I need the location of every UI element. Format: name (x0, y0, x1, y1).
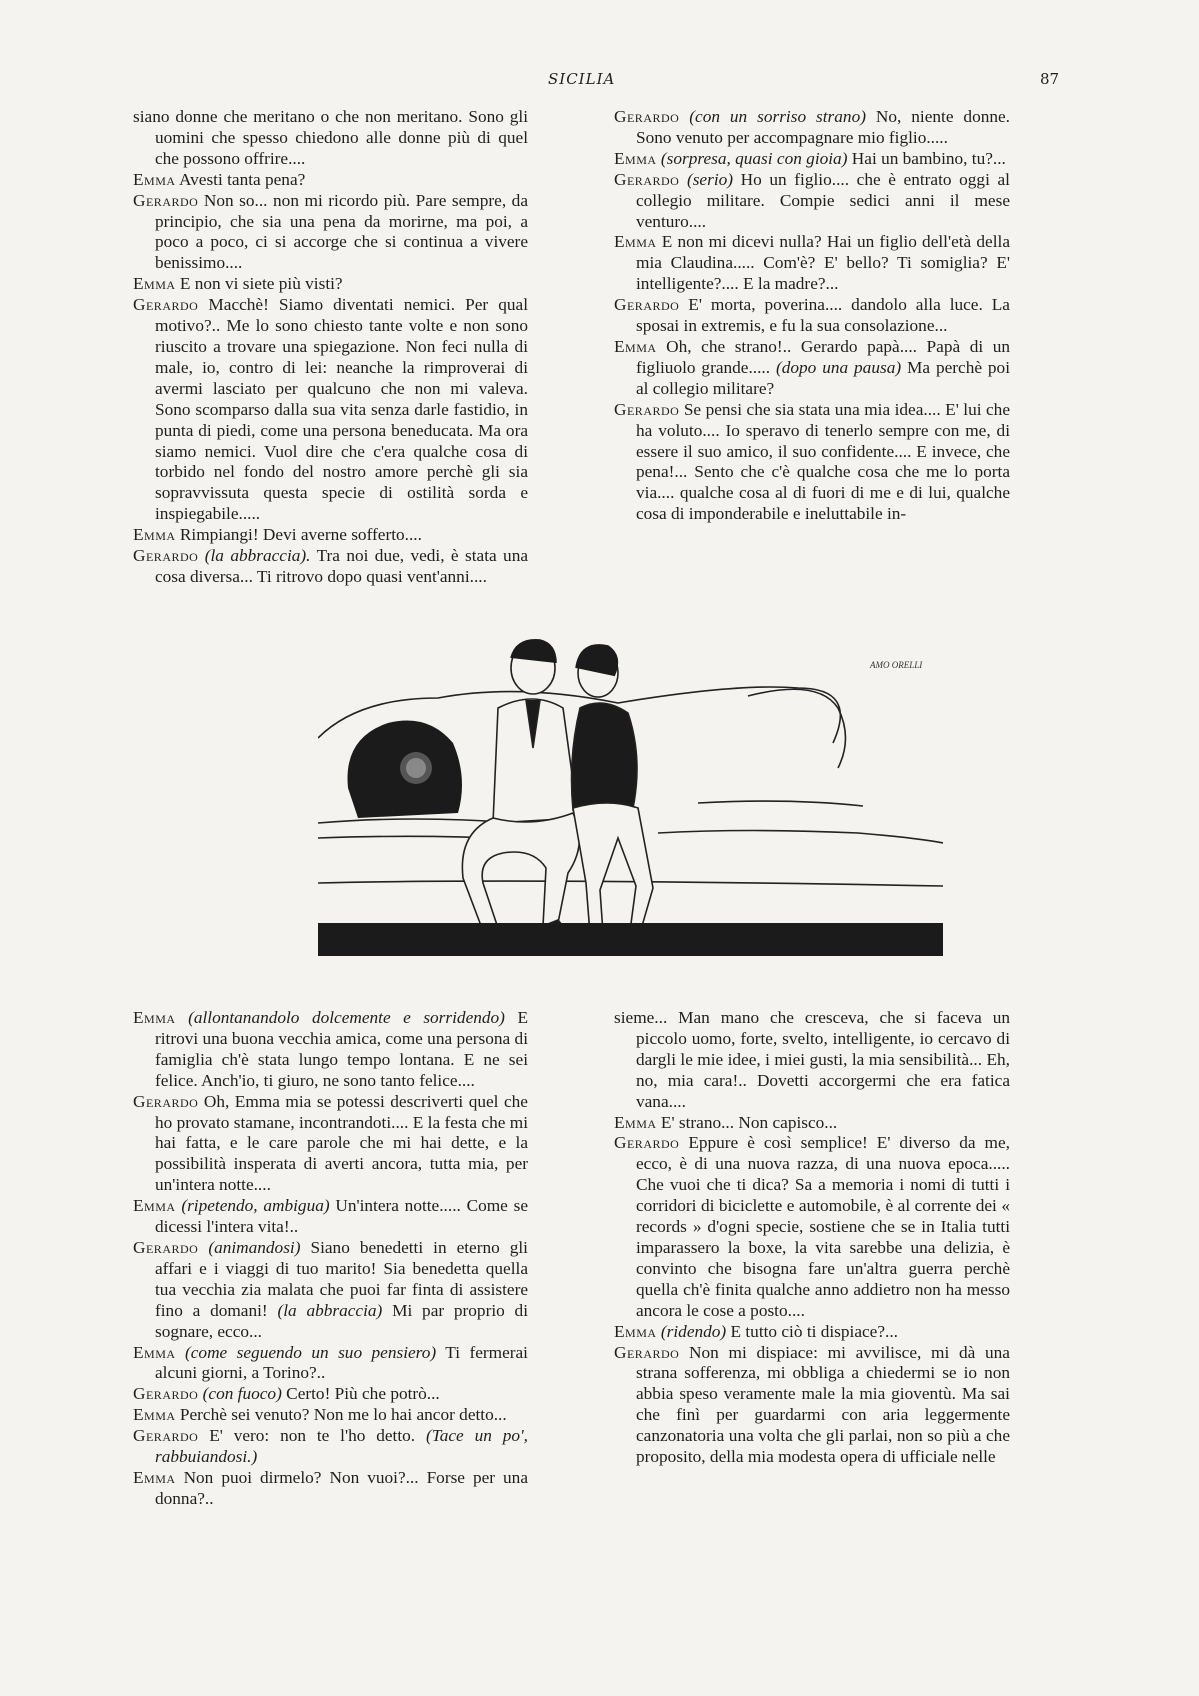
speech-text: E tutto ciò ti dispiace?... (730, 1321, 898, 1341)
dialogue-paragraph (614, 1133, 1010, 1321)
dialogue-paragraph (614, 232, 1010, 295)
speech-text: Mi par proprio di sognare, ecco... (155, 1300, 529, 1341)
speech-text: Non puoi dirmelo? Non vuoi?... Forse per una donna?.. (155, 1467, 528, 1508)
column-bottom-right (614, 1008, 1010, 1468)
speech-text: Se pensi che sia stata una mia idea.... E' lui che ha voluto.... Io speravo di tenerlo sempre con me, di essere il suo amico, il suo confidente.... E invece, che pena!... Sento che c'è qualche cosa che me lo porta via.... qualche cosa al di fuori di me e di lui, qualche cosa di imponderabile e ineluttabile in- (636, 399, 1010, 524)
dialogue-paragraph (133, 525, 528, 546)
speech-text: Non so... non mi ricordo più. Pare sempre, da principio, che sia una pena da morirne, ma poi, a poco a poco, ci si accorge che si continua a vivere benissimo.... (155, 190, 528, 273)
stage-direction: (sorpresa, quasi con gioia) (660, 148, 848, 168)
dialogue-paragraph (133, 1426, 528, 1468)
speaker-name: Gerardo (133, 1426, 199, 1446)
speaker-name: Gerardo (614, 295, 680, 315)
dialogue-paragraph (133, 546, 528, 588)
speaker-name: Gerardo (614, 1133, 680, 1153)
speech-text: Eppure è così semplice! E' diverso da me, ecco, è di una nuova razza, di una nuova epoca..... Che vuoi che ti dica? Sa a memoria i nomi di tutti i corridori di biciclette e automobile, è al corrente dei « records » d'ogni specie, sostiene che se in Italia tutti imparassero la boxe, la vita sarebbe una delizia, è convinto che bisogna fare un'altra guerra perchè quella ch'è finita qualche anno addietro non ha messo ancora le cose a posto.... (636, 1133, 1010, 1320)
dialogue-paragraph (133, 107, 528, 170)
stage-direction: (ridendo) (660, 1321, 727, 1341)
speaker-name: Gerardo (133, 1384, 199, 1404)
stage-direction: (la abbraccia) (277, 1300, 383, 1320)
speech-text: Ma perchè poi al collegio militare? (636, 357, 1011, 398)
stage-direction: (come seguendo un suo pensiero) (185, 1342, 437, 1362)
speaker-name: Gerardo (614, 1342, 680, 1362)
speaker-name: Emma (614, 1321, 657, 1341)
speech-text: Avesti tanta pena? (178, 169, 306, 189)
dialogue-paragraph (133, 1384, 528, 1405)
dialogue-paragraph (133, 1238, 528, 1343)
speaker-name: Emma (133, 1405, 176, 1425)
speaker-name: Emma (614, 232, 657, 252)
stage-direction: (Tace un po', rabbuiandosi.) (155, 1426, 528, 1467)
column-top-left (133, 107, 528, 588)
speech-text: E' morta, poverina.... dandolo alla luce. La sposai in extremis, e fu la sua consolazione... (636, 295, 1010, 336)
man-figure (462, 640, 579, 934)
speech-text: Perchè sei venuto? Non me lo hai ancor detto... (179, 1405, 507, 1425)
dialogue-paragraph (133, 1343, 528, 1385)
column-bottom-left (133, 1008, 528, 1510)
speaker-name: Gerardo (614, 169, 680, 189)
dialogue-paragraph (614, 1113, 1010, 1134)
stage-direction: (con un sorriso strano) (689, 107, 866, 126)
dialogue-paragraph (614, 337, 1010, 400)
speech-text: Siano benedetti in eterno gli affari e i viaggi di tuo marito! Sia benedetta quella tua vecchia zia malata che puoi far finta di assistere fino a domani! (155, 1237, 528, 1320)
speaker-name: Emma (614, 148, 657, 168)
speaker-name: Gerardo (133, 546, 199, 566)
speech-text: Macchè! Siamo diventati nemici. Per qual motivo?.. Me lo sono chiesto tante volte e non sono riuscito a trovare una spiegazione. Non feci nulla di male, io, contro di lei: neanche la rimproverai di avermi lasciato per qualcuno che non mi valeva. Sono scomparso dalla sua vita senza darle fastidio, in punta di piedi, come una persona beneducata. Ma ora siamo nemici. Vuol dire che c'era qualche cosa di torbido nel fondo del nostro amore perchè gli sia sopravvissuta questa specie di ostilità sorda e inspiegabile..... (155, 295, 528, 524)
stage-direction: (con fuoco) (202, 1384, 282, 1404)
speech-text: Tra noi due, vedi, è stata una cosa diversa... Ti ritrovo dopo quasi vent'anni.... (155, 546, 529, 586)
speech-text: No, niente donne. Sono venuto per accompagnare mio figlio..... (636, 107, 1010, 147)
dialogue-paragraph (614, 149, 1010, 170)
dialogue-paragraph (614, 107, 1010, 149)
speaker-name: Emma (133, 525, 176, 545)
speaker-name: Gerardo (614, 107, 680, 126)
speech-text: siano donne che meritano o che non meritano. Sono gli uomini che spesso chiedono alle donne più di quel che possono offrire.... (133, 107, 528, 168)
speech-text: Oh, Emma mia se potessi descriverti quel che ho provato stamane, incontrandoti.... E la festa che mi hai fatta, e le care parole che mi hai dette, e la possibilità insperata di averti ancora, tutta mia, per un'intera notte.... (155, 1091, 528, 1195)
speaker-name: Gerardo (133, 1091, 199, 1111)
dialogue-paragraph (133, 1405, 528, 1426)
speaker-name: Emma (614, 336, 657, 356)
dialogue-paragraph (614, 1322, 1010, 1343)
speech-text: Rimpiangi! Devi averne sofferto.... (179, 525, 422, 545)
speech-text: Un'intera notte..... Come se dicessi l'intera vita!.. (155, 1196, 528, 1237)
speech-text: E' strano... Non capisco... (660, 1112, 838, 1132)
dialogue-paragraph (614, 170, 1010, 233)
speech-text: E ritrovi una buona vecchia amica, come una persona di famiglia ch'è stata lungo tempo lontana. E ne sei felice. Anch'io, ti giuro, ne sono tanto felice.... (155, 1008, 528, 1090)
dialogue-paragraph (133, 295, 528, 525)
dialogue-paragraph (614, 1343, 1010, 1468)
illustration (318, 628, 943, 956)
speech-text: Certo! Più che potrò... (286, 1384, 440, 1404)
speech-text: E non vi siete più visti? (179, 274, 343, 294)
speech-text: Oh, che strano!.. Gerardo papà.... Papà di un figliuolo grande..... (636, 336, 1010, 377)
dialogue-paragraph (133, 170, 528, 191)
speaker-name: Gerardo (133, 190, 199, 210)
cushion (348, 721, 463, 819)
woman-figure (572, 645, 653, 936)
dialogue-paragraph (133, 1468, 528, 1510)
speech-text: Ti fermerai alcuni giorni, a Torino?.. (155, 1342, 528, 1383)
speaker-name: Gerardo (133, 295, 199, 315)
speech-text: Ho un figlio.... che è entrato oggi al collegio militare. Compie sedici anni il mese venturo.... (636, 169, 1010, 231)
stage-direction: (animandosi) (208, 1237, 301, 1257)
dialogue-paragraph (614, 1008, 1010, 1113)
speech-text: sieme... Man mano che cresceva, che si faceva un piccolo uomo, forte, svelto, intelligente, io cercavo di dargli le mie idee, i miei gusti, la mia sensibilità... Eh, no, mia cara!.. Dovetti accorgermi che era fatica vana.... (614, 1008, 1010, 1111)
speaker-name: Emma (133, 274, 176, 294)
running-header (0, 70, 1199, 94)
stage-direction: (allontanandolo dolcemente e sorridendo) (188, 1008, 505, 1027)
floor (318, 923, 943, 956)
speech-text: E' vero: non te l'ho detto. (209, 1426, 416, 1446)
speech-text: Non mi dispiace: mi avvilisce, mi dà una strana sofferenza, mi obbliga a chiedermi se io non abbia speso veramente male la mia gioventù. Ma sai che finì per guardarmi con aria leggermente canzonatoria una volta che gli parlai, non so più a che proposito, della mia modesta opera di ufficiale nelle (636, 1342, 1010, 1467)
dialogue-paragraph (614, 295, 1010, 337)
artist-signature: AMO ORELLI (870, 660, 923, 670)
stage-direction: (dopo una pausa) (775, 357, 902, 377)
stage-direction: (serio) (686, 169, 734, 189)
dialogue-paragraph (133, 191, 528, 275)
dialogue-paragraph (614, 400, 1010, 525)
page-number: 87 (1040, 70, 1060, 88)
dialogue-paragraph (133, 274, 528, 295)
speaker-name: Gerardo (133, 1237, 199, 1257)
stage-direction: (ripetendo, ambigua) (181, 1196, 330, 1216)
stage-direction: (la abbraccia). (204, 546, 311, 566)
speaker-name: Emma (133, 1342, 176, 1362)
speaker-name: Emma (133, 1467, 176, 1487)
speech-text: Hai un bambino, tu?... (851, 148, 1006, 168)
speaker-name: Gerardo (614, 399, 680, 419)
speaker-name: Emma (133, 1196, 176, 1216)
speech-text: E non mi dicevi nulla? Hai un figlio dell'età della mia Claudina..... Com'è? E' bello? Ti somiglia? E' intelligente?.... E la madre?... (636, 232, 1010, 294)
speaker-name: Emma (614, 1112, 657, 1132)
speaker-name: Emma (133, 1008, 176, 1027)
dialogue-paragraph (133, 1092, 528, 1197)
dialogue-paragraph (133, 1196, 528, 1238)
column-top-right (614, 107, 1010, 525)
speaker-name: Emma (133, 169, 176, 189)
running-title: SICILIA (548, 70, 616, 88)
dialogue-paragraph (133, 1008, 528, 1092)
